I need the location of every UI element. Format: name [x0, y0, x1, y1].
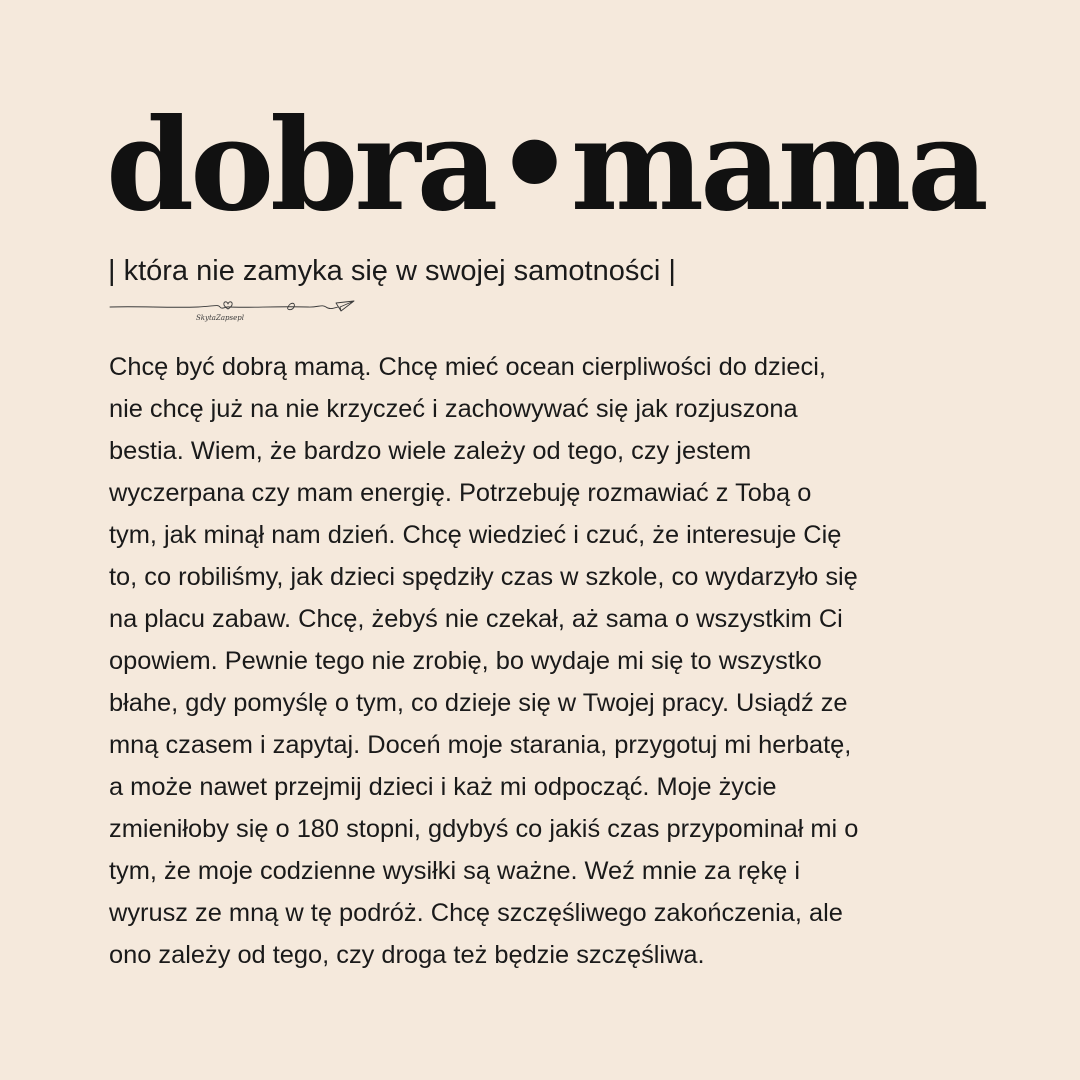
signature-text: SkytaZapsepl — [196, 314, 244, 322]
subtitle: | która nie zamyka się w swojej samotności | — [108, 255, 676, 287]
body-line: mną czasem i zapytaj. Doceń moje starania, przygotuj mi herbatę, — [109, 731, 852, 759]
body-line: tym, że moje codzienne wysiłki są ważne. Weź mnie za rękę i — [109, 857, 800, 885]
body-line: wyczerpana czy mam energię. Potrzebuję rozmawiać z Tobą o — [109, 479, 812, 507]
body-line: na placu zabaw. Chcę, żebyś nie czekał, aż sama o wszystkim Ci — [109, 605, 843, 633]
body-line: nie chcę już na nie krzyczeć i zachowywać się jak rozjuszona — [109, 395, 798, 423]
body-line: to, co robiliśmy, jak dzieci spędziły czas w szkole, co wydarzyło się — [109, 563, 858, 591]
body-line: ono zależy od tego, czy droga też będzie szczęśliwa. — [109, 941, 705, 969]
divider-line — [110, 306, 338, 309]
page-title: dobra•mama — [106, 91, 985, 239]
body-line: bestia. Wiem, że bardzo wiele zależy od tego, czy jestem — [109, 437, 752, 465]
body-line: a może nawet przejmij dzieci i każ mi odpocząć. Moje życie — [109, 773, 777, 801]
body-line: Chcę być dobrą mamą. Chcę mieć ocean cierpliwości do dzieci, — [109, 353, 826, 381]
body-line: wyrusz ze mną w tę podróż. Chcę szczęśliwego zakończenia, ale — [109, 899, 843, 927]
body-paragraph — [109, 346, 1009, 976]
body-line: tym, jak minął nam dzień. Chcę wiedzieć i czuć, że interesuje Cię — [109, 521, 842, 549]
body-line: błahe, gdy pomyślę o tym, co dzieje się w Twojej pracy. Usiądź ze — [109, 689, 848, 717]
paper-plane-icon — [336, 301, 354, 311]
signature-divider — [108, 298, 356, 326]
body-line: opowiem. Pewnie tego nie zrobię, bo wydaje mi się to wszystko — [109, 647, 822, 675]
body-line: zmieniłoby się o 180 stopni, gdybyś co jakiś czas przypominał mi o — [109, 815, 859, 843]
